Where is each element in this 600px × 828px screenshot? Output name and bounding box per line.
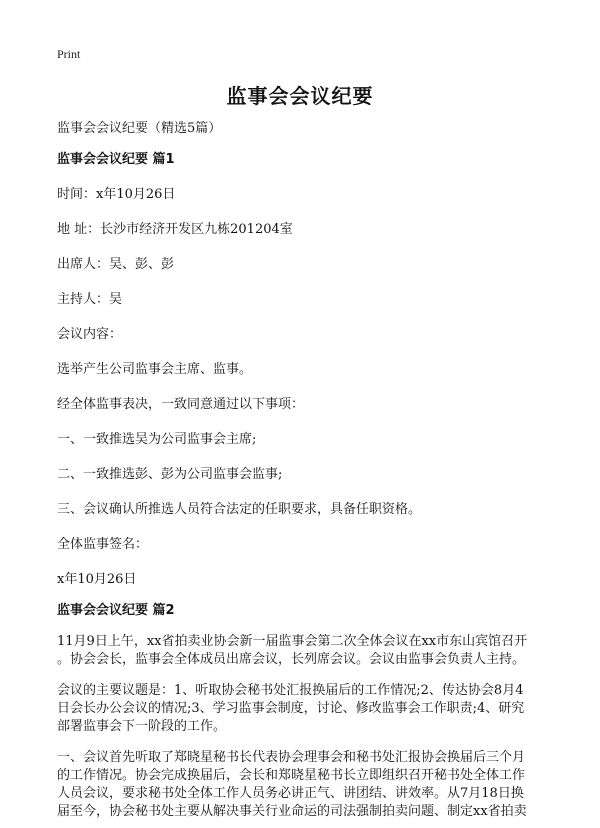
paragraph-line: 11月9日上午，xx省拍卖业协会新一届监事会第二次全体会议在xx市东山宾馆召开 [57,634,528,649]
meeting-time: 时间：x年10月26日 [57,187,176,202]
paragraph-line: 的工作情况。协会完成换届后，会长和郑晓星秘书长立即组织召开秘书处全体工作 [57,768,526,783]
paragraph-line: 一、会议首先听取了郑晓星秘书长代表协会理事会和秘书处汇报协会换届后三个月 [57,750,526,765]
meeting-attendees: 出席人：吴、彭、彭 [57,257,175,272]
resolution-intro: 经全体监事表决，一致同意通过以下事项： [57,397,305,412]
paragraph-1 [57,633,550,669]
meeting-purpose: 选举产生公司监事会主席、监事。 [57,362,253,377]
meeting-host: 主持人：吴 [57,292,123,307]
content-label: 会议内容： [57,327,123,342]
signature-date: x年10月26日 [57,572,137,587]
paragraph-line: 。协会会长，监事会全体成员出席会议，长列席会议。会议由监事会负责人主持。 [57,652,526,667]
resolution-item-2: 二、一致推选彭、彭为公司监事会监事; [57,467,283,482]
document-title: 监事会会议纪要 [226,84,374,108]
paragraph-line: 会议的主要议题是：1、听取协会秘书处汇报换届后的工作情况;2、传达协会8月4 [57,683,524,698]
resolution-item-1: 一、一致推选吴为公司监事会主席; [57,432,257,447]
paragraph-line: 部署监事会下一阶段的工作。 [57,719,227,734]
document-body [57,120,550,821]
paragraph-line: 人员会议，要求秘书处全体工作人员务必讲正气、讲团结、讲效率。从7月18日换 [57,786,524,801]
paragraph-line: 届至今，协会秘书处主要从解决事关行业命运的司法强制拍卖问题、制定xx省拍卖 [57,804,527,819]
resolution-item-3: 三、会议确认所推选人员符合法定的任职要求，具备任职资格。 [57,502,422,517]
meeting-location: 地 址：长沙市经济开发区九栋201204室 [57,222,293,237]
section-heading-2: 监事会会议纪要 篇2 [57,603,175,618]
paragraph-line: 日会长办公会议的情况;3、学习监事会制度，讨论、修改监事会工作职责;4、研究 [57,701,525,716]
section-heading-1: 监事会会议纪要 篇1 [57,152,175,167]
paragraph-2 [57,682,550,736]
paragraph-3 [57,749,550,821]
print-label: Print [57,47,81,61]
document-subtitle: 监事会会议纪要（精选5篇） [57,121,222,136]
signature-label: 全体监事签名： [57,537,149,552]
